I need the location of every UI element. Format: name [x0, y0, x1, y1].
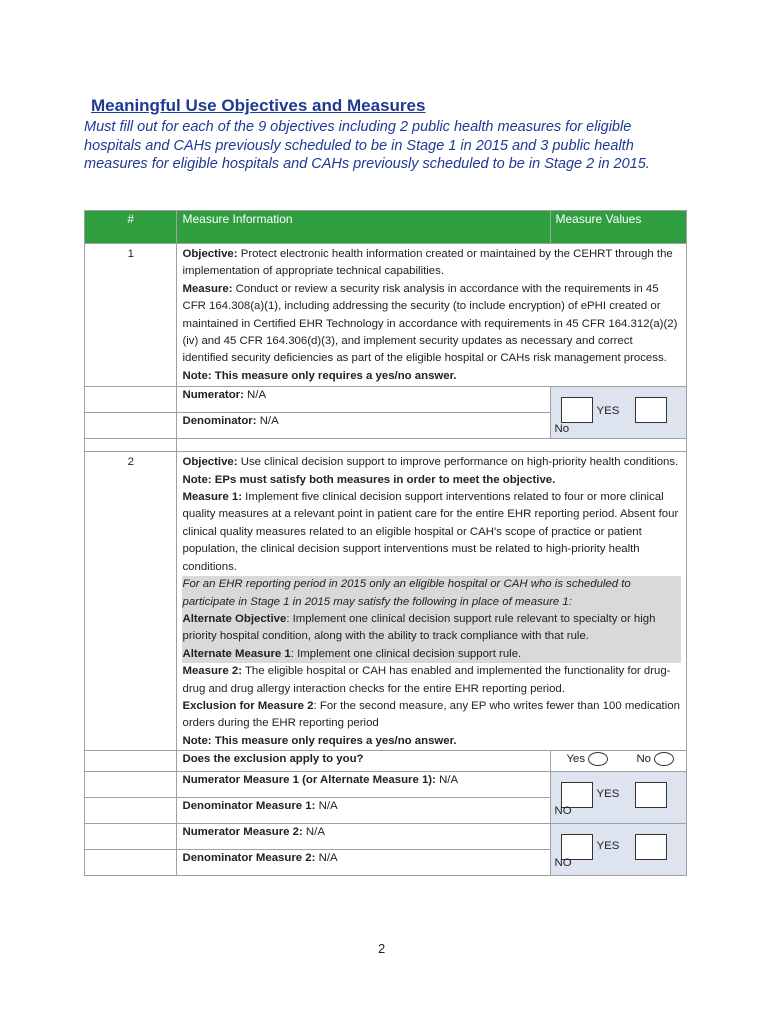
table-row [85, 452, 687, 751]
values-cell [550, 824, 686, 876]
exclusion-question-cell [177, 751, 550, 772]
header-values: Measure Values [550, 211, 686, 244]
alternate-objective-label: Alternate Objective [182, 612, 287, 625]
objective-text: Protect electronic health information created or maintained by the CEHRT through the implementation of appropriate technical capabilities. [182, 248, 673, 278]
numerator2-cell [177, 824, 550, 850]
denominator1-label: Denominator Measure 1: [182, 800, 316, 813]
exclusion-label: Exclusion for Measure 2 [182, 699, 314, 712]
exclusion-answer-cell [550, 751, 686, 772]
no-label: No [554, 423, 570, 436]
values-cell [550, 387, 686, 439]
row-number: 1 [85, 244, 177, 387]
no-box[interactable] [635, 834, 667, 860]
intro-text: Must fill out for each of the 9 objectives including 2 public health measures for eligible hospitals and CAHs previously scheduled to be in Stage 1 in 2015 and 3 public health measures for eligible hospitals and CAHs previously scheduled to be in Stage 2 in 2015. [84, 119, 650, 172]
exclusion-no-label: No [636, 753, 651, 766]
note: Note: This measure only requires a yes/no answer. [182, 734, 457, 747]
table-header [85, 211, 687, 244]
objective-text: Use clinical decision support to improve performance on high-priority health conditions. [237, 456, 679, 469]
exclusion-yes-label: Yes [566, 753, 586, 766]
exclusion-text: : For the second measure, any EP who writes fewer than 100 medication orders during the EHR reporting period [182, 699, 680, 730]
row-number: 2 [85, 452, 177, 751]
alternate-measure-text: : Implement one clinical decision support rule. [290, 647, 522, 660]
row-info [177, 452, 687, 751]
measure-text: Conduct or review a security risk analysis in accordance with the requirements in 45 CFR 164.308(a)(1), including addressing the security (to include encryption) of ePHI created or maintained in Certified EHR Technology in accordance with requirements in 45 CFR 164.312(a)(2)(iv) and 45 CFR 164.306(d)(3), and implement security updates as necessary and correct identified security deficiencies as part of the eligible hospital or CAHs risk management process. [182, 282, 678, 365]
alternate-objective-text: : Implement one clinical decision support rule relevant to specialty or high priority hospital condition, along with the ability to track compliance with that rule. [182, 612, 656, 643]
denominator1-cell [177, 798, 550, 824]
page-title: Meaningful Use Objectives and Measures [91, 96, 426, 115]
denominator1-value: N/A [315, 800, 338, 813]
table-row [85, 751, 687, 772]
row-info [177, 244, 687, 387]
measure-label: Measure: [182, 282, 233, 295]
denominator2-value: N/A [315, 852, 338, 865]
yes-box[interactable] [561, 397, 593, 423]
header-num: # [85, 211, 177, 244]
denominator2-label: Denominator Measure 2: [182, 852, 316, 865]
denominator-label: Denominator: [182, 415, 257, 428]
denominator-cell [177, 413, 550, 439]
yes-label: YES [596, 405, 620, 418]
no-label: NO [554, 857, 572, 870]
numerator-value: N/A [243, 389, 267, 402]
table-row [85, 772, 687, 798]
measures-table [84, 210, 687, 876]
note: Note: EPs must satisfy both measures in order to meet the objective. [182, 473, 556, 486]
table-row [85, 387, 687, 413]
numerator1-label: Numerator Measure 1 (or Alternate Measure 1): [182, 774, 436, 787]
no-label: NO [554, 805, 572, 818]
measure2-label: Measure 2: [182, 665, 242, 678]
numerator-label: Numerator: [182, 389, 244, 402]
alternate-measure-label: Alternate Measure 1 [182, 647, 291, 660]
exclusion-yes-radio[interactable] [588, 752, 608, 766]
alternate-intro: For an EHR reporting period in 2015 only an eligible hospital or CAH who is scheduled to participate in Stage 1 in 2015 may satisfy the following in place of measure 1: [182, 578, 631, 608]
page-number: 2 [378, 941, 386, 956]
exclusion-question: Does the exclusion apply to you? [182, 753, 364, 766]
values-cell [550, 772, 686, 824]
header-info: Measure Information [177, 211, 550, 244]
measure1-text: Implement five clinical decision support interventions related to four or more clinical quality measures at a relevant point in patient care for the entire EHR reporting period. Absent four clinical quality measures related to an eligible hospital or CAH's scope of practice or patient population, the clinical decision support interventions must be related to high-priority health conditions. [182, 491, 679, 573]
no-box[interactable] [635, 397, 667, 423]
numerator-cell [177, 387, 550, 413]
table-row [85, 824, 687, 850]
measure2-text: The eligible hospital or CAH has enabled and implemented the functionality for drug-drug and drug allergy interaction checks for the entire EHR reporting period. [182, 665, 671, 695]
numerator2-label: Numerator Measure 2: [182, 826, 303, 839]
yes-label: YES [596, 840, 620, 853]
no-box[interactable] [635, 782, 667, 808]
objective-label: Objective: [182, 248, 238, 260]
yes-label: YES [596, 788, 620, 801]
alternate-block [182, 576, 681, 663]
objective-label: Objective: [182, 456, 238, 469]
numerator2-value: N/A [302, 826, 325, 839]
numerator1-cell [177, 772, 550, 798]
note: Note: This measure only requires a yes/no answer. [182, 369, 457, 382]
exclusion-no-radio[interactable] [654, 752, 674, 766]
numerator1-value: N/A [435, 774, 459, 787]
table-row [85, 244, 687, 387]
measure1-label: Measure 1: [182, 491, 242, 504]
denominator2-cell [177, 850, 550, 876]
denominator-value: N/A [256, 415, 279, 428]
